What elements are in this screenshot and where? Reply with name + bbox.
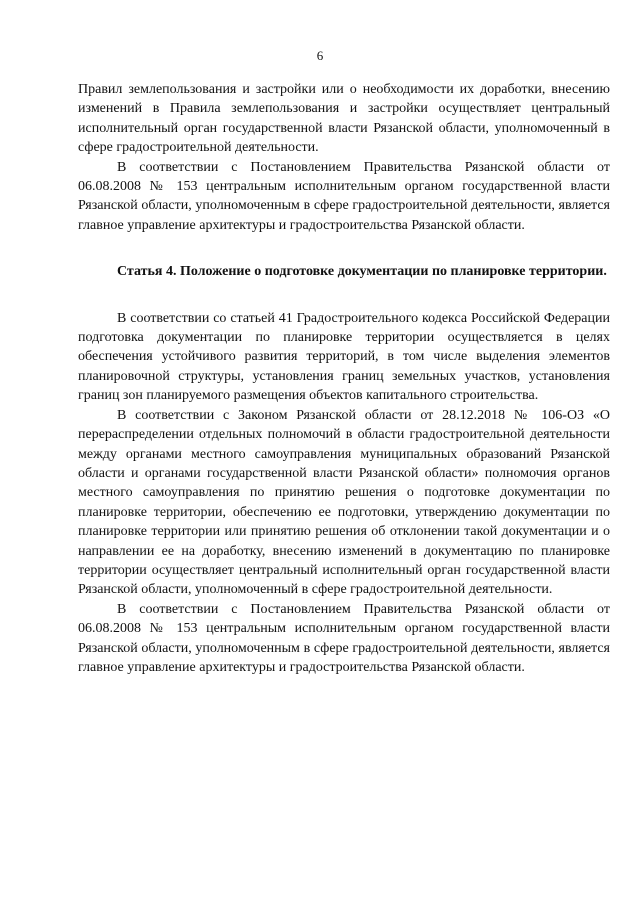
article-4-heading: Статья 4. Положение о подготовке документации по планировке территории. (117, 264, 607, 280)
document-body (78, 80, 610, 677)
paragraph-continuation: Правил землепользования и застройки или о необходимости их доработки, внесению изменений в Правила землепользования и застройки осуществляет центральный исполнительный орган государственной власти Рязанской области, уполномоченный в сфере градостроительной деятельности. (78, 82, 610, 156)
paragraph-article-41: В соответствии со статьей 41 Градостроительного кодекса Российской Федерации подготовка документации по планировке территории осуществляется в целях обеспечения устойчивого развития территорий, в том числе выделения элементов планировочной структуры, установления границ земельных участков, установления границ зон планируемого размещения объектов капитального строительства. (78, 310, 610, 404)
paragraph-law-106-oz: В соответствии с Законом Рязанской области от 28.12.2018 № 106-ОЗ «О перераспределении отдельных полномочий в области градостроительной деятельности между органами местного самоуправления муниципальных образований Рязанской области и органами государственной власти Рязанской области» полномочия органов местного самоуправления по принятию решения о подготовке документации по планировке территории, обеспечению ее подготовки, утверждению документации по планировке территории или принятию решения об отклонении такой документации и о направлении ее на доработку, внесению изменений в документацию по планировке территории осуществляет центральный исполнительный орган государственной власти Рязанской области, уполномоченный в сфере градостроительной деятельности. (78, 407, 610, 598)
page-number: 6 (316, 48, 324, 63)
paragraph-resolution-153-repeat: В соответствии с Постановлением Правительства Рязанской области от 06.08.2008 № 153 центральным исполнительным органом государственной власти Рязанской области, уполномоченным в сфере градостроительной деятельности, является главное управление архитектуры и градостроительства Рязанской области. (78, 601, 610, 675)
paragraph-resolution-153: В соответствии с Постановлением Правительства Рязанской области от 06.08.2008 № 153 центральным исполнительным органом государственной власти Рязанской области, уполномоченным в сфере градостроительной деятельности, является главное управление архитектуры и градостроительства Рязанской области. (78, 159, 610, 233)
